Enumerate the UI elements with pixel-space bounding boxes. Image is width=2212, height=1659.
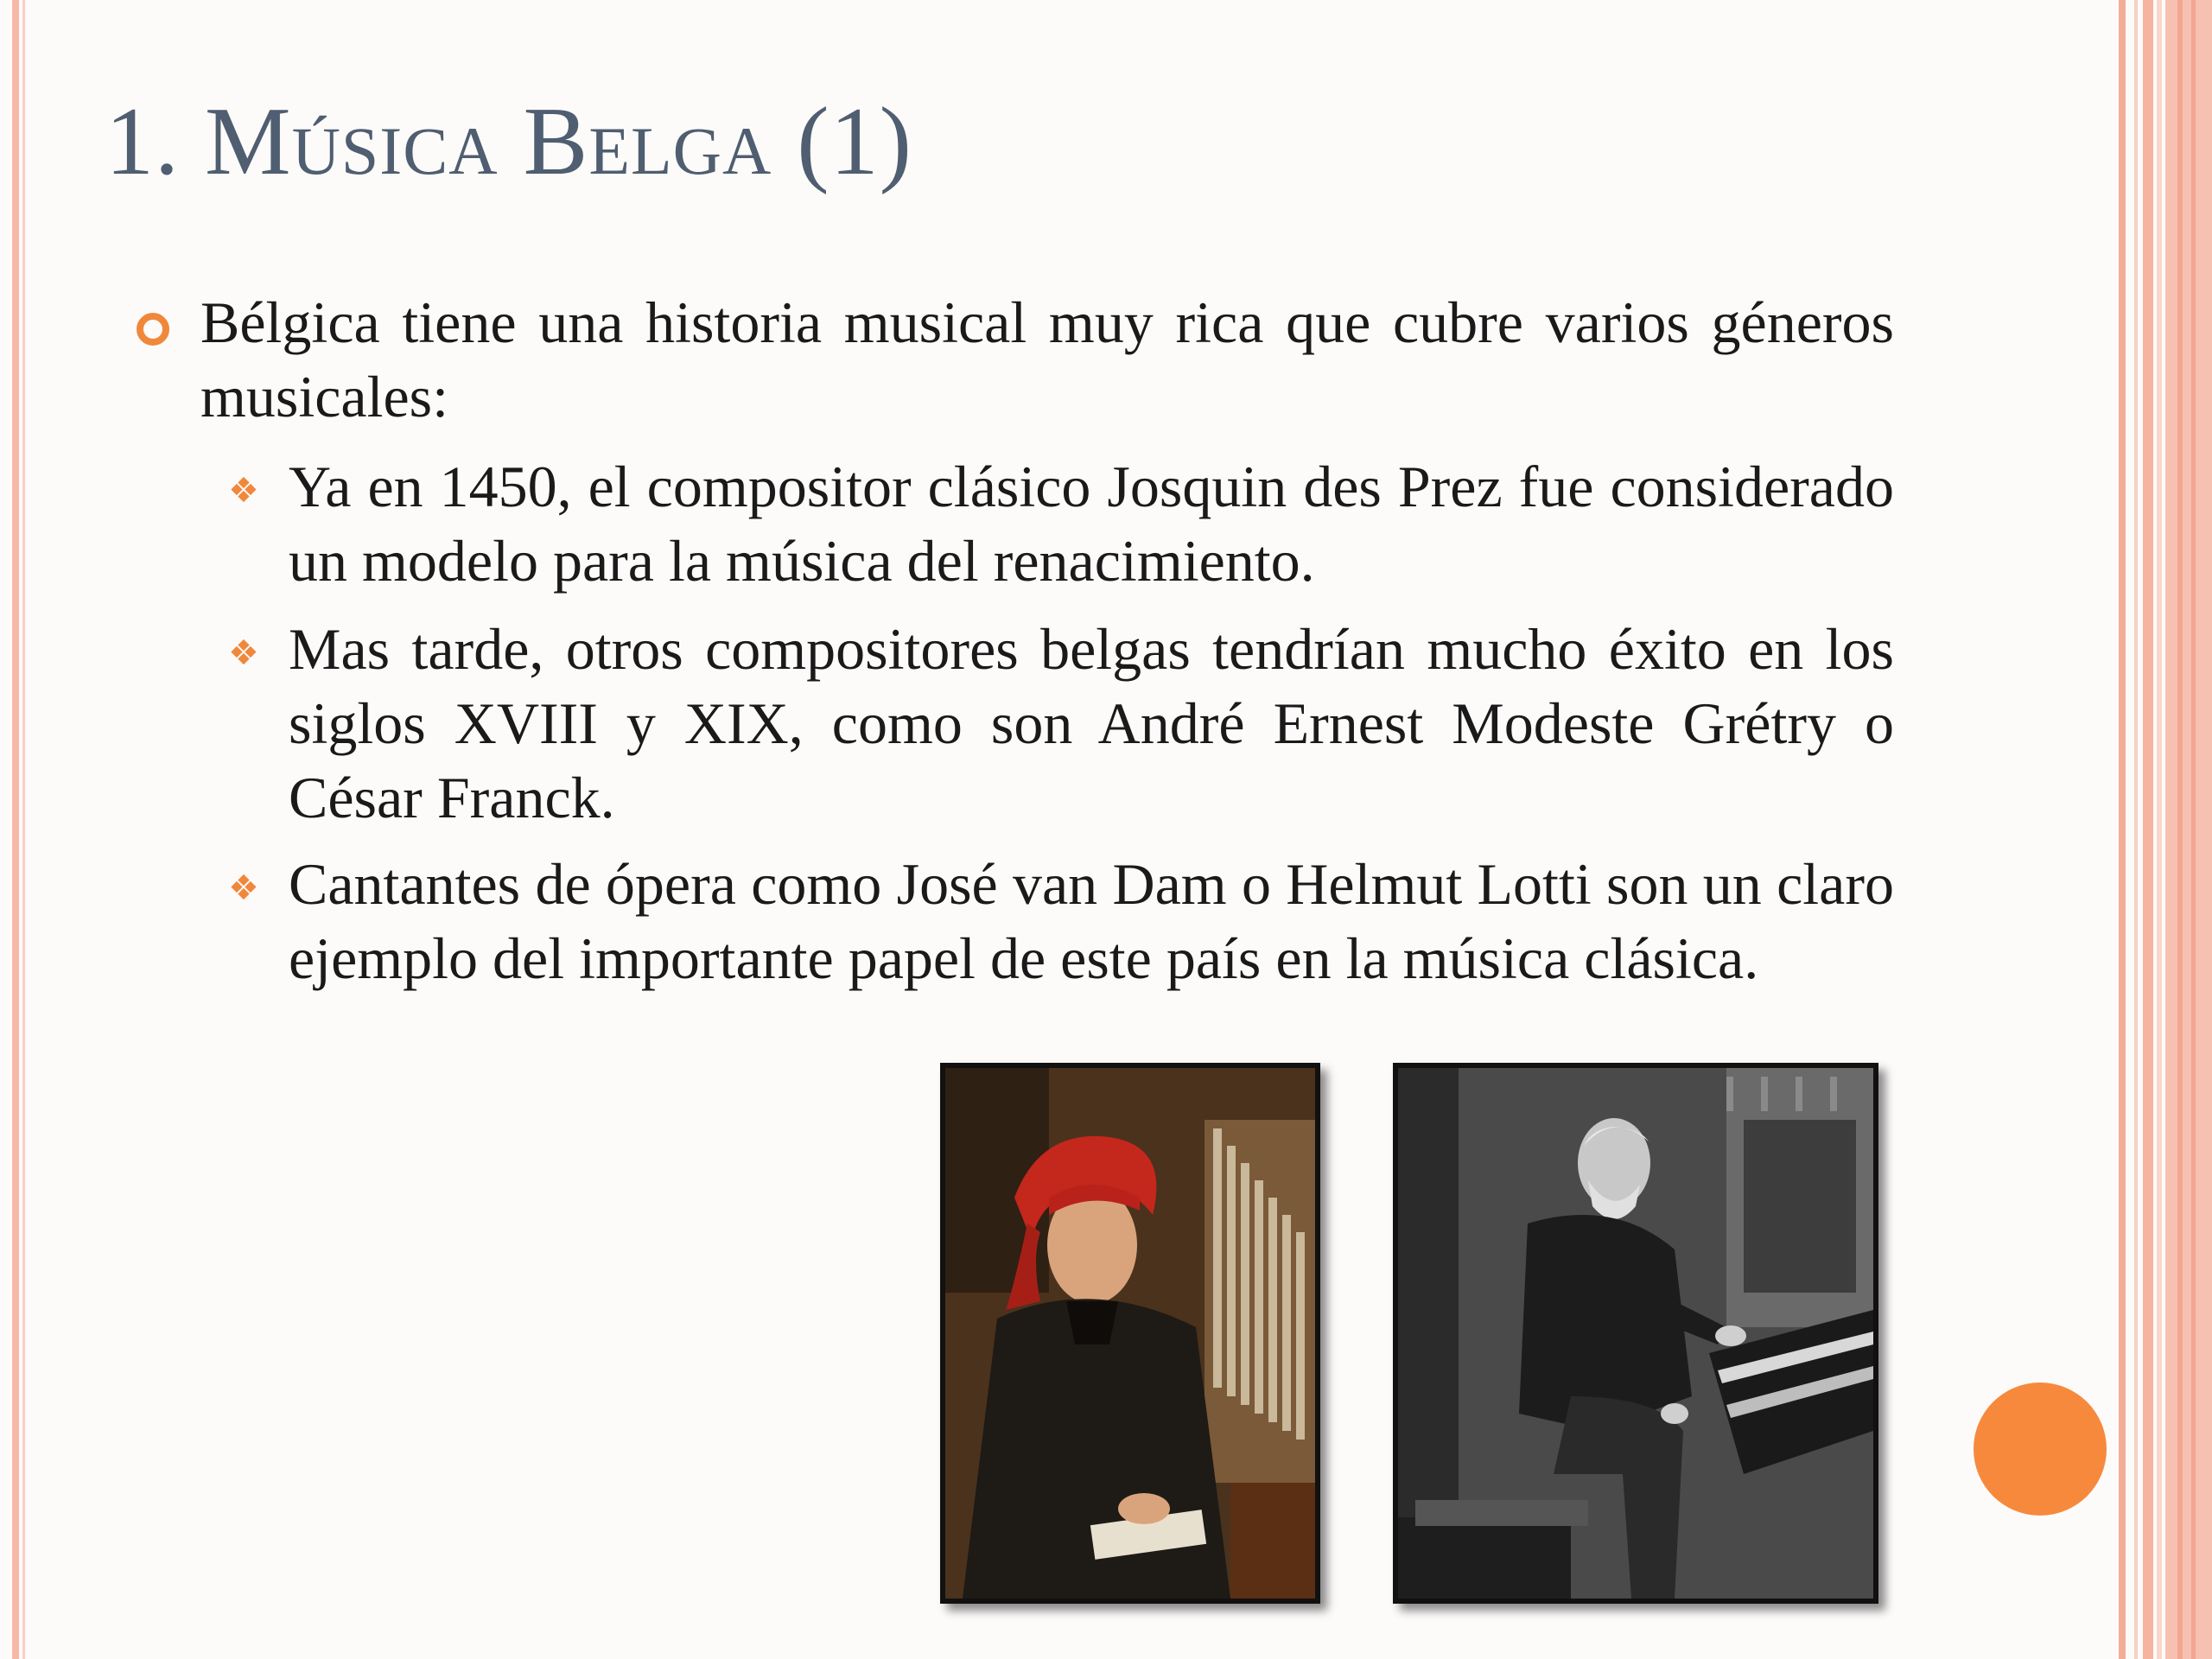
four-diamond-bullet-icon: ❖ (228, 868, 259, 908)
sub-bullet-text: Cantantes de ópera como José van Dam o Helmut Lotti son un claro ejemplo del importante papel de este país en la música clásica. (289, 851, 1894, 991)
organist-photo-image (1393, 1063, 1878, 1604)
right-border-stripe (2119, 0, 2126, 1659)
left-border-stripe (12, 0, 19, 1659)
right-border-band (2165, 0, 2212, 1659)
orange-circle-decoration (1974, 1382, 2107, 1516)
organist-photo-illustration (1398, 1068, 1873, 1599)
right-border-stripe (2191, 0, 2196, 1659)
four-diamond-bullet-icon: ❖ (228, 471, 259, 511)
sub-bullet-text: Ya en 1450, el compositor clásico Josquin des Prez fue considerado un modelo para la música del renacimiento. (289, 454, 1894, 594)
right-border-stripe (2157, 0, 2162, 1659)
right-border-stripe (2177, 0, 2183, 1659)
slide-title: 1. Música Belga (1) (105, 88, 912, 195)
portrait-painting-illustration (945, 1068, 1315, 1599)
right-border-stripe (2143, 0, 2153, 1659)
right-border-stripe (2134, 0, 2138, 1659)
main-bullet-text: Bélgica tiene una historia musical muy rica que cubre varios géneros musicales: (200, 289, 1894, 429)
ring-bullet-icon (137, 313, 169, 346)
four-diamond-bullet-icon: ❖ (228, 633, 259, 673)
sub-bullet-text: Mas tarde, otros compositores belgas tendrían mucho éxito en los siglos XVIII y XIX, como son André Ernest Modeste Grétry o César Franck. (289, 616, 1894, 830)
left-border-stripe-thin (22, 0, 25, 1659)
portrait-painting-image (940, 1063, 1320, 1604)
